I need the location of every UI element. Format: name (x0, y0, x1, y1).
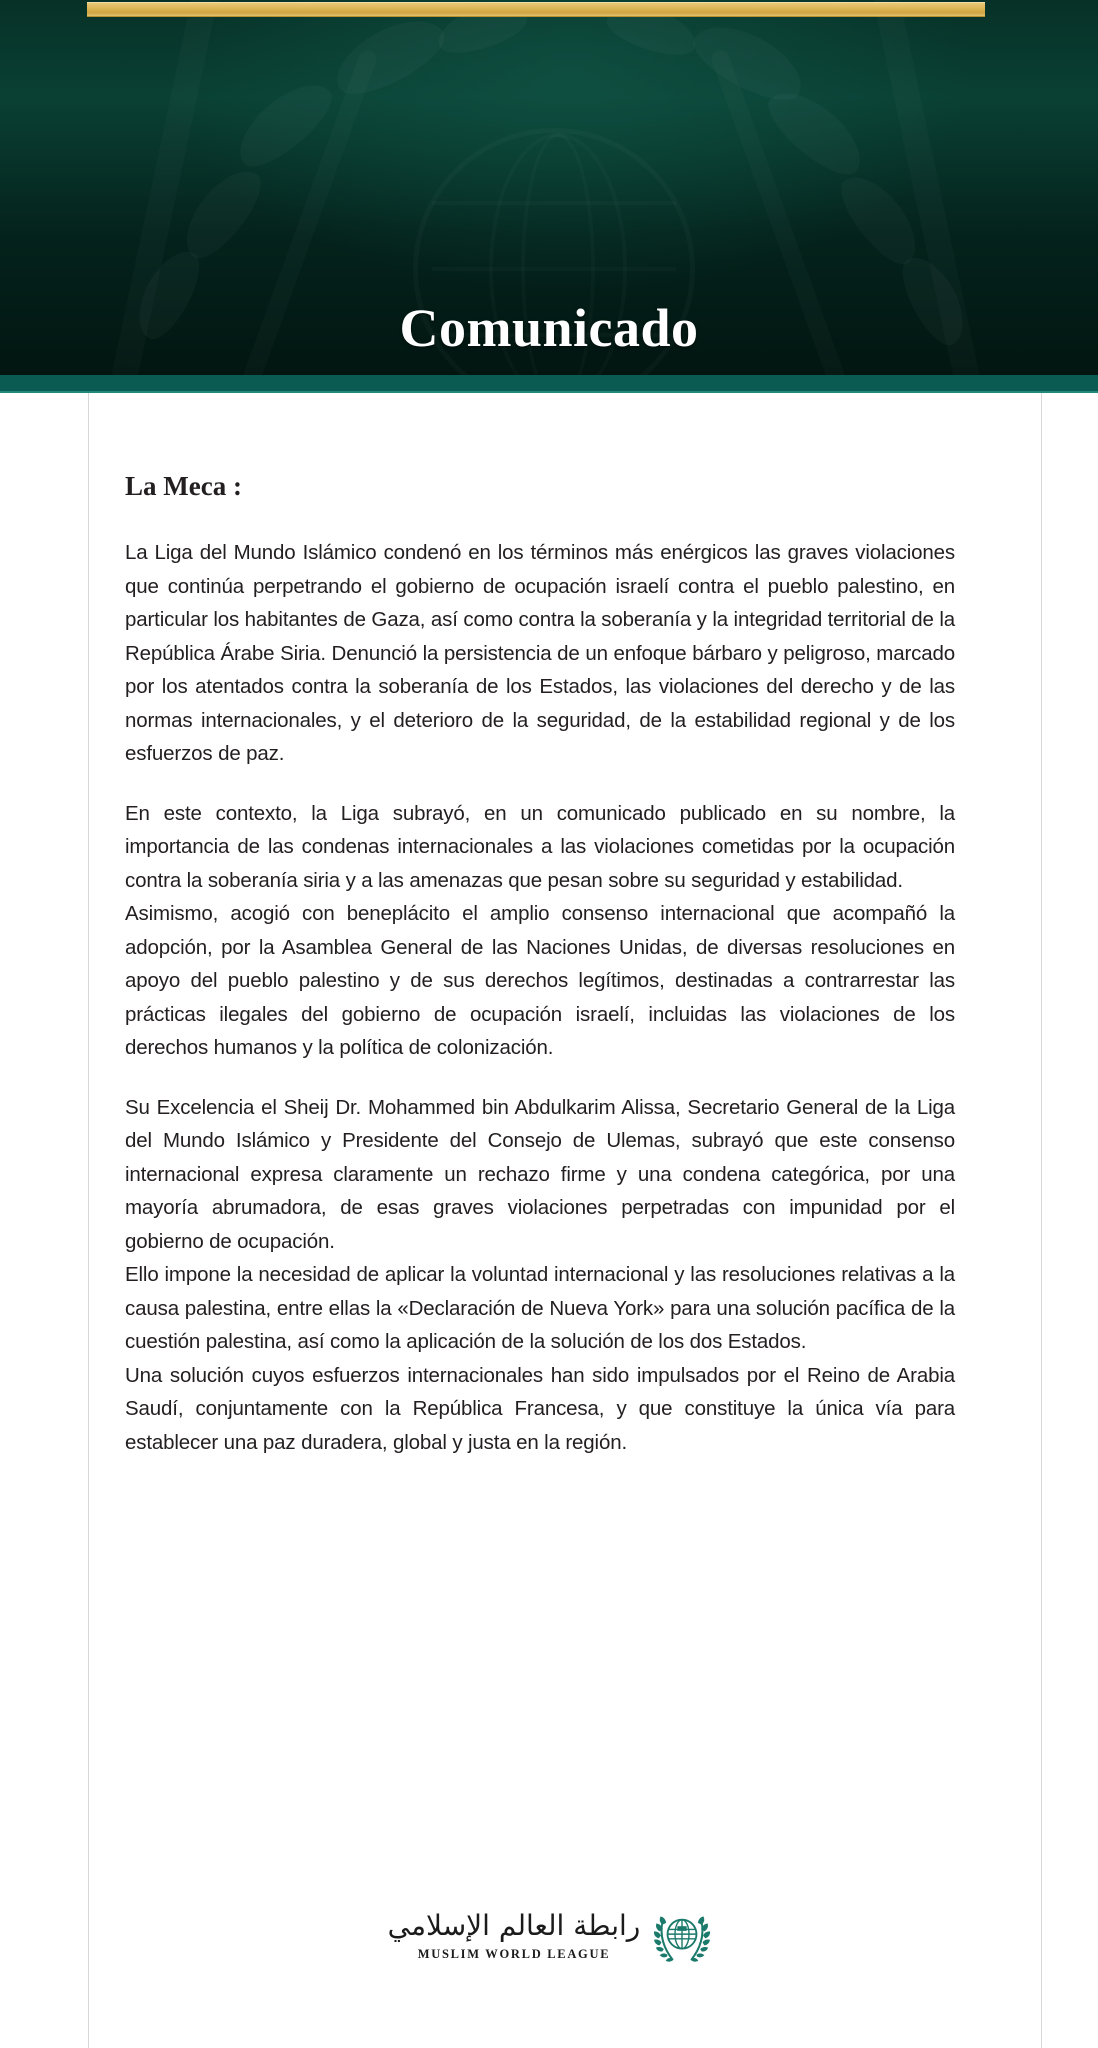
olive-leaf-decoration (830, 164, 930, 274)
logo-latin-text: MUSLIM WORLD LEAGUE (417, 1946, 611, 1961)
dateline-heading: La Meca : (125, 471, 242, 501)
body-paragraph: Ello impone la necesidad de aplicar la voluntad internacional y las resoluciones relativas a la causa palestina, entre ellas la «Declaración de Nueva York» para una solución pacífica de la cuestión palestina, así como la aplicación de la solución de los dos Estados. (125, 1263, 955, 1354)
logo-arabic-text: رابطة العالم الإسلامي (387, 1909, 641, 1943)
header-banner (0, 0, 1098, 375)
footer-logo (0, 1908, 1098, 1964)
olive-leaf-decoration (172, 158, 272, 268)
olive-leaf-decoration (325, 5, 454, 106)
globe-laurel-emblem-icon (654, 1908, 710, 1964)
gold-accent-bar (87, 2, 985, 17)
body-paragraph: Una solución cuyos esfuerzos internacionales han sido impulsados por el Reino de Arabia Saudí, conjuntamente con la República Francesa, y que constituye la única vía para establecer una paz duradera, global y justa en la región. (125, 1363, 955, 1454)
page-margin-rule-right (1041, 391, 1042, 2048)
logo-wordmark (388, 1910, 641, 1961)
body-paragraph: Su Excelencia el Sheij Dr. Mohammed bin Abdulkarim Alissa, Secretario General de la Liga del Mundo Islámico y Presidente del Consejo de Ulemas, subrayó que este consenso internacional expresa claramente un rechazo firme y una condena categórica, por una mayoría abrumadora, de esas graves violaciones perpetradas con impunidad por el gobierno de ocupación. (125, 1095, 955, 1253)
page-title: Comunicado (399, 298, 699, 359)
body-paragraph: Asimismo, acogió con beneplácito el amplio consenso internacional que acompañó la adopción, por la Asamblea General de las Naciones Unidas, de diversas resoluciones en apoyo del pueblo palestino y de sus derechos legítimos, destinadas a contrarrestar las prácticas ilegales del gobierno de ocupación israelí, incluidas las violaciones de los derechos humanos y la política de colonización. (125, 902, 955, 1060)
olive-leaf-decoration (758, 78, 875, 187)
header-divider-band (0, 375, 1098, 393)
olive-leaf-decoration (685, 11, 814, 112)
page-margin-rule-left (88, 391, 89, 2048)
body-paragraph: En este contexto, la Liga subrayó, en un comunicado publicado en su nombre, la importancia de las condenas internacionales a las violaciones cometidas por la ocupación contra la soberanía siria y a las amenazas que pesan sobre su seguridad y estabilidad. (125, 801, 955, 892)
olive-leaf-decoration (226, 70, 343, 179)
article-body (125, 470, 955, 1459)
body-paragraph: La Liga del Mundo Islámico condenó en los términos más enérgicos las graves violaciones que continúa perpetrando el gobierno de ocupación israelí contra el pueblo palestino, en particular los habitantes de Gaza, así como contra la soberanía y la integridad territorial de la República Árabe Siria. Denunció la persistencia de un enfoque bárbaro y peligroso, marcado por los atentados contra la soberanía de los Estados, las violaciones del derecho y de las normas internacionales, y el deterioro de la seguridad, de la estabilidad regional y de los esfuerzos de paz. (125, 541, 955, 766)
